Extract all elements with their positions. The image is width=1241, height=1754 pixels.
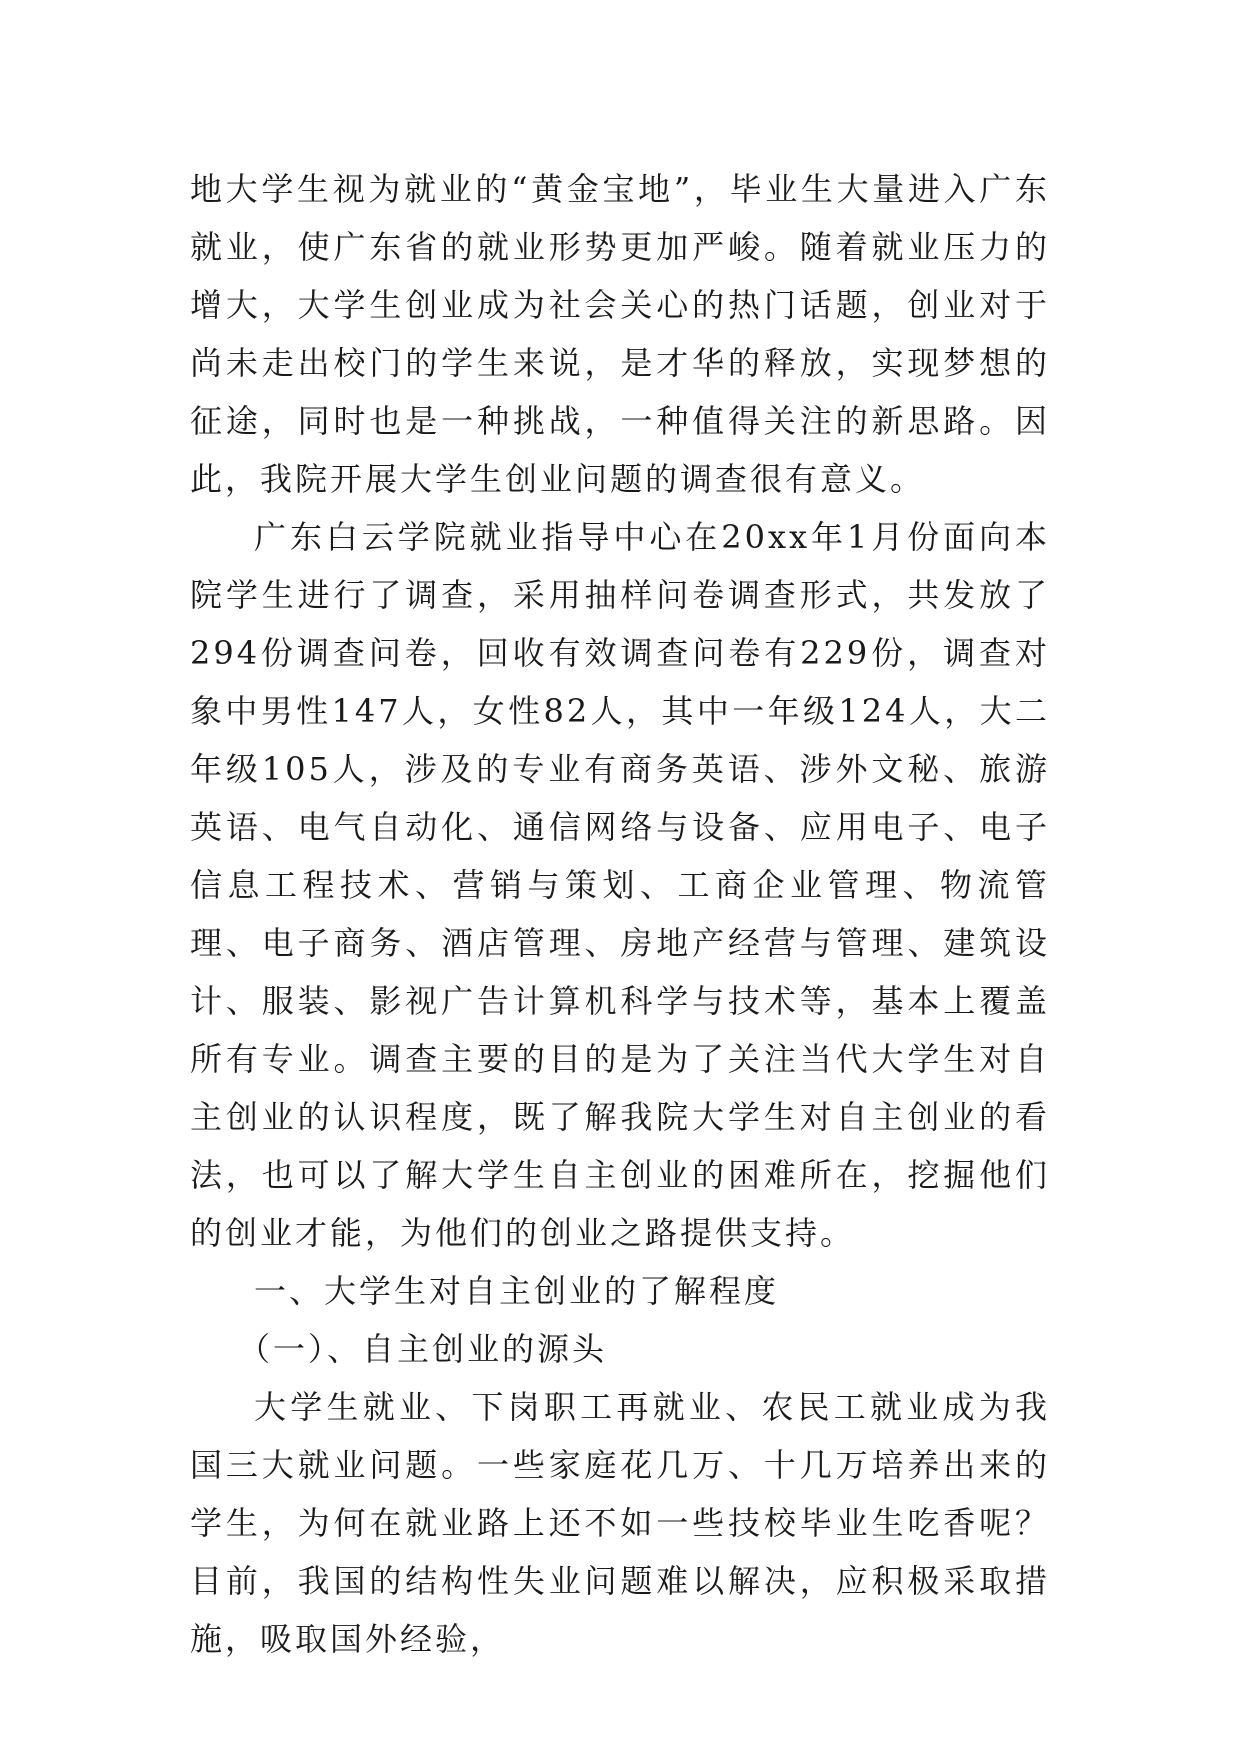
- section-heading: 一、大学生对自主创业的了解程度: [254, 1272, 780, 1310]
- document-body: [190, 160, 1050, 1668]
- paragraph-survey-overview: 广东白云学院就业指导中心在20xx年1月份面向本院学生进行了调查，采用抽样问卷调查形式，共发放了294份调查问卷，回收有效调查问卷有229份，调查对象中男性147人，女性82人，其中一年级124人，大二年级105人，涉及的专业有商务英语、涉外文秘、旅游英语、电气自动化、通信网络与设备、应用电子、电子信息工程技术、营销与策划、工商企业管理、物流管理、电子商务、酒店管理、房地产经营与管理、建筑设计、服装、影视广告计算机科学与技术等，基本上覆盖所有专业。调查主要的目的是为了关注当代大学生对自主创业的认识程度，既了解我院大学生对自主创业的看法，也可以了解大学生自主创业的困难所在，挖掘他们的创业才能，为他们的创业之路提供支持。: [190, 518, 1050, 1252]
- subsection-heading: （一）、自主创业的源头: [238, 1330, 608, 1368]
- paragraph-continued: 地大学生视为就业的“黄金宝地”，毕业生大量进入广东就业，使广东省的就业形势更加严峻。随着就业压力的增大，大学生创业成为社会关心的热门话题，创业对于尚未走出校门的学生来说，是才华的释放，实现梦想的征途，同时也是一种挑战，一种值得关注的新思路。因此，我院开展大学生创业问题的调查很有意义。: [190, 170, 1050, 498]
- paragraph-employment-issues: 大学生就业、下岗职工再就业、农民工就业成为我国三大就业问题。一些家庭花几万、十几万培养出来的学生，为何在就业路上还不如一些技校毕业生吃香呢？目前，我国的结构性失业问题难以解决，应积极采取措施，吸取国外经验，: [190, 1388, 1050, 1658]
